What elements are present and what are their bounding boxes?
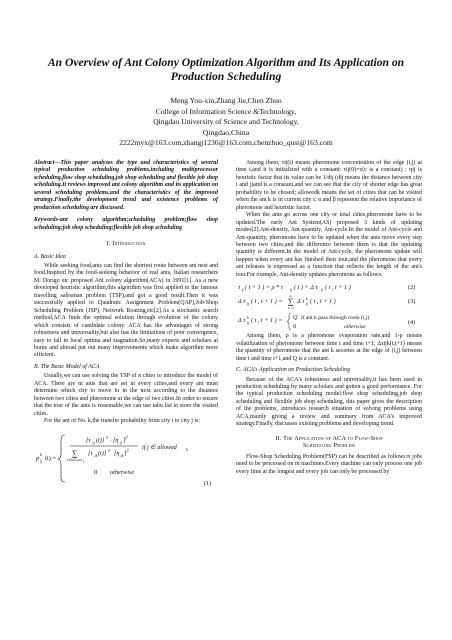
author-emails: 2222myx@163.com,zhangj1236@163.com,chenzhuo_qust@163.com xyxy=(119,138,333,148)
eq4-number: (4) xyxy=(408,319,416,327)
svg-text:β: β xyxy=(126,447,129,452)
svg-text:k∈allowed: k∈allowed xyxy=(67,457,83,462)
subsection-heading-basic-idea: A. Basic Idea xyxy=(34,253,66,260)
eq1-otherwise: otherwise xyxy=(110,468,135,476)
svg-text:k =1: k =1 xyxy=(288,306,295,311)
svg-text:Δ τ: Δ τ xyxy=(238,298,246,306)
svg-text:ij: ij xyxy=(247,320,250,326)
eq1-number: (1) xyxy=(204,479,212,487)
eq1-condition: if j ∈ allowed xyxy=(142,443,177,451)
svg-text:m: m xyxy=(289,294,292,299)
affiliation-line-3: Qingdao,China xyxy=(202,127,250,137)
svg-text:α: α xyxy=(108,447,111,452)
section-heading-introduction: I. Introduction xyxy=(106,240,146,248)
section-heading-flow-shop-line-1: II. The Application of ACA to Flow-Shop xyxy=(275,434,383,442)
eq3-number: (3) xyxy=(408,298,416,306)
svg-text:( t , t + 1 ): ( t , t + 1 ) xyxy=(310,298,336,306)
svg-text:]: ] xyxy=(123,436,126,444)
equation-1 xyxy=(34,429,218,487)
svg-text:∑: ∑ xyxy=(288,297,294,307)
svg-text:ij: ij xyxy=(247,301,250,307)
svg-text:[η: [η xyxy=(114,449,120,457)
authors: Meng You-xin,Zhang Jie,Chen Zhuo xyxy=(170,96,282,105)
equation-1-graphic xyxy=(34,429,218,487)
author-block xyxy=(60,96,392,149)
abstract: Abstract—This paper analyses the type and characteristics of several typical production scheduling problems,including multiprocessor scheduling,flow shop scheduling,job shop scheduling and flexible job shop scheduling.It reviews improved ant colony algorithm and its application on several scheduling problems,and the characteristics of the improved strategy.Finally,the development trend and existence problems of production scheduling are discussed. xyxy=(34,160,218,211)
eq4-case-2: otherwise xyxy=(344,324,366,331)
paragraph-basic-model: Usually,we can use solving the TSP of n cities to introduce the model of ACA. There are m ants that are set in every cities,and every ant must determine which city to move to in the next according to the distance between two cities and pheromone at the edge of two cities.In order to ensure that the tour of the ants is reasonable,we can use tabu list to store the visited cities. xyxy=(34,373,218,417)
svg-text:( t + 1 ) = ρ * τ: ( t + 1 ) = ρ * τ xyxy=(245,284,283,292)
svg-text:(t)]: (t)] xyxy=(96,436,105,444)
svg-text:]: ] xyxy=(124,449,127,457)
paragraph-transfer-probability: For the ant of No. k,the transfer probability from city i to city j is: xyxy=(44,418,200,425)
svg-text:k: k xyxy=(40,451,42,457)
keywords: Keywords-ant colony algorithm;scheduling problem;flow shop scheduling;job shop scheduling;flexible job shop scheduling xyxy=(34,217,218,231)
affiliation-line-2: Qingdao University of Science and Technology, xyxy=(153,117,299,127)
svg-text:ij: ij xyxy=(92,439,95,445)
paragraph-pheromone-definition: Among them, τij(t) means pheromone concentration of the edge (i,j) at time t,and it is initialized with a constant: τij(0)=c(c is a constant) ; ηij is heuristic factor that its value can be 1/dij (dij means the distance between city i and j)and is a constant,and we can see that the city of shorter edge has great probability to be chosed; allowedk means the set of cities that can be visited when the ant k is in current city i; α and β represent the relative importance of pheromone and heuristic factor. xyxy=(236,160,422,211)
svg-text:Δ τ: Δ τ xyxy=(297,298,305,306)
svg-text:[η: [η xyxy=(113,436,119,444)
svg-text:(t) =: (t) = xyxy=(45,454,56,462)
svg-text:( t , t + 1 ) =: ( t , t + 1 ) = xyxy=(251,317,283,325)
paragraph-flow-shop: Flow-Shop Scheduling Problem(FSP) can be described as follows:n jobs need to be processed on m machines.Every machine can only process one job every time at the longest and every job can only be processed by xyxy=(236,453,422,475)
svg-text:β: β xyxy=(125,434,128,439)
svg-text:Q: Q xyxy=(293,314,298,322)
svg-text:ij: ij xyxy=(290,287,293,293)
svg-text:Δ τ: Δ τ xyxy=(238,317,246,325)
svg-text:k: k xyxy=(306,296,308,302)
paragraph-basic-idea: While seeking food,ants can find the shortest route between ant nest and food.Inspired by the food-seeking behavior of real ants, Italian researchers M. Dorigo etc proposed Ant colony algorithm(ACA) in 1991[1]. As a new developed heuristic algorithm,this algorithm was first applied to the famous travelling salesman problem (TSP),and got a good result.Then it was successfully applied to Quadratic Assignment Problem(QAP),Job-Shop Scheduling Problem (JSP), Network Routing,etc[2].As a stochastic search method,ACA finds the optimal solution through evolution of the colony which consists of candidate colony. ACA has the advantages of strong robustness and universality,but also has the limitations of poor convergence, easy to fall in local optima and stagnation.So,many experts and scholars at home and abroad put out many improvements which make algorithm more efficient. xyxy=(34,262,218,359)
svg-text:ij: ij xyxy=(306,301,309,307)
eq4-case-1: if ant k pass through route (i,j) xyxy=(301,315,370,322)
svg-text:( t , t + 1 ): ( t , t + 1 ) xyxy=(325,284,351,292)
section-heading-flow-shop-line-2: Scheduling Problem xyxy=(302,442,356,450)
svg-text:ik: ik xyxy=(94,452,98,458)
svg-text:[τ: [τ xyxy=(86,436,91,444)
svg-text:k: k xyxy=(247,315,249,321)
svg-text:ij: ij xyxy=(321,287,324,293)
left-column xyxy=(34,160,218,490)
svg-text:τ: τ xyxy=(238,284,241,292)
svg-text:ij: ij xyxy=(119,439,122,445)
subsection-heading-basic-model: B. The Basic Model of ACA xyxy=(34,363,100,370)
svg-text:ik: ik xyxy=(120,452,124,458)
equations-2-4 xyxy=(236,281,422,331)
right-column xyxy=(236,160,422,476)
svg-text:0: 0 xyxy=(293,323,297,331)
paper-title: An Overview of Ant Colony Optimization Algorithm and Its Application on Production Scheduling xyxy=(47,56,405,83)
paragraph-evaporation: Among them, ρ is a pheromone evaporation rate,and 1-ρ means volatilization of pheromone between time t and time t+1; Δτijk(t,t+1) means the quantity of pheromone that the ant k secretes at the edge of (i,j) between time t and time t+1,and Q is a constant. xyxy=(236,333,422,362)
paragraph-application: Because of the ACA's robustness and universality,it has been used in production scheduling by many scholars and gotten a good performance. For the typical production scheduling model:flow shop scheduling,job shop scheduling and flexible job shop scheduling, this paper gives the description of the problems, introduces research situation of solving problems using ACA,mainly giving a review and summary from ACA's improved strategy.Finally, discusses existing problems and developing trend. xyxy=(236,376,422,428)
svg-text:ij: ij xyxy=(241,287,244,293)
svg-text:p: p xyxy=(36,454,40,462)
svg-text:[τ: [τ xyxy=(88,449,93,457)
svg-text:α: α xyxy=(106,434,109,439)
svg-text:·: · xyxy=(110,436,113,444)
subsection-heading-application: C. ACA's Application on Production Scheduling xyxy=(236,367,350,374)
eq2-number: (2) xyxy=(408,284,416,292)
svg-text:( t ) + Δ τ: ( t ) + Δ τ xyxy=(294,284,318,292)
svg-text:ij: ij xyxy=(40,458,43,463)
svg-text:∑: ∑ xyxy=(72,448,78,458)
svg-text:(t)]: (t)] xyxy=(98,449,107,457)
svg-text:k: k xyxy=(83,460,85,463)
svg-text:0: 0 xyxy=(94,468,98,476)
paragraph-pheromone-update: When the ants go across one city or total cities,pheromone have to be updated.The early Ant System(AS) proposed 3 kinds of updating modes[2]:Ant-density, Ant-quantity, Ant-cycle.In the model of Ant-cycle and Ant-quantity, pheromone have to be updated when the ants move every step between two cities,and the difference between them is that the updating quantity is different.In the model of Ant-cycle, the pheromone update will happen when every ant has finished their tour,and the pheromone that every ant releases is expressed as a function that reflects the length of the ant's tour.For example, Ant-density updates pheromone as follows: xyxy=(236,212,422,278)
svg-text:k: k xyxy=(186,446,188,452)
svg-text:( t , t + 1 ) =: ( t , t + 1 ) = xyxy=(251,298,283,306)
affiliation-line-1: College of Information Science &Technology, xyxy=(155,106,297,116)
